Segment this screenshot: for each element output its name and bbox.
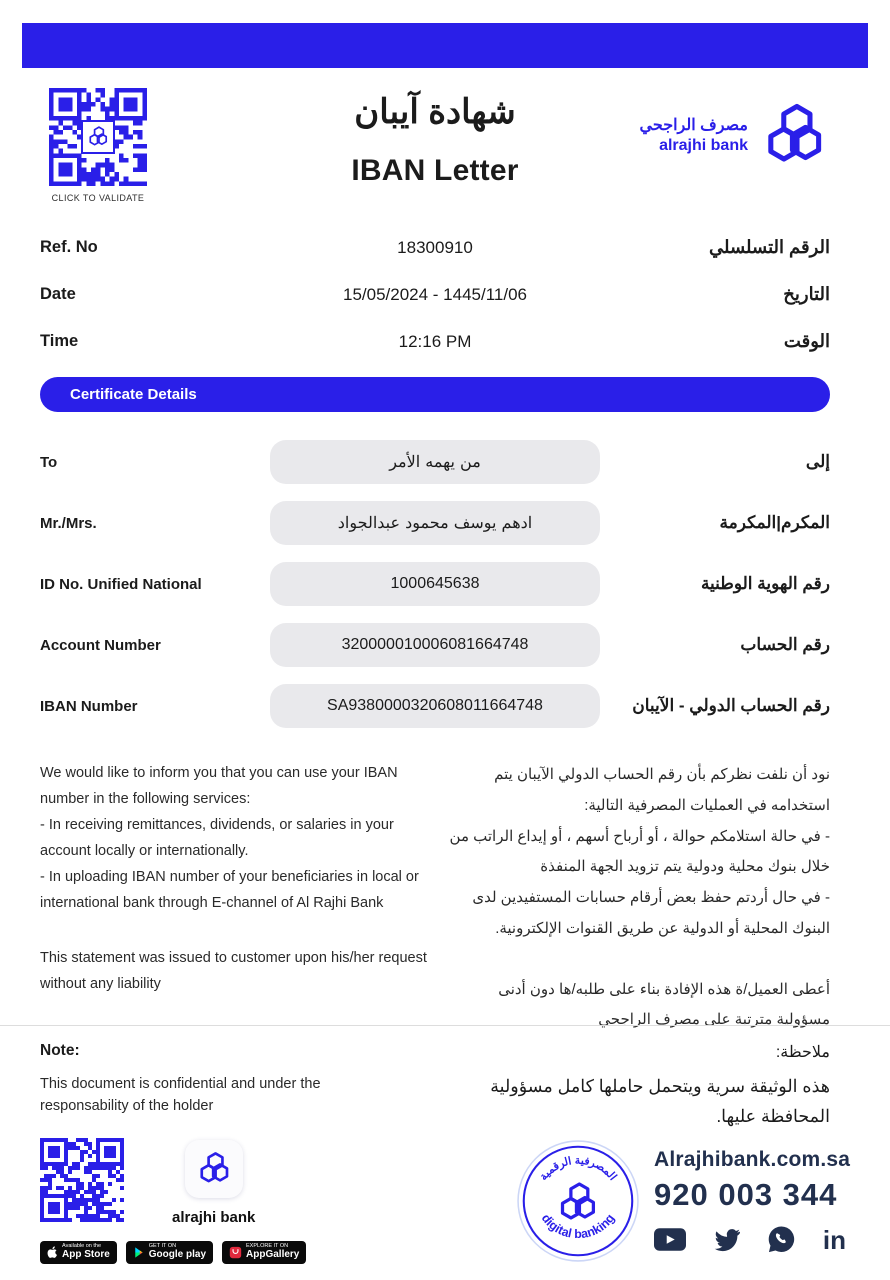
note-english	[40, 1042, 400, 1132]
alrajhi-app-icon	[185, 1140, 243, 1198]
document-footer	[40, 1138, 850, 1264]
note-divider	[0, 1025, 890, 1026]
customer-name-value: ادهم يوسف محمود عبدالجواد	[270, 501, 600, 545]
note-text-ar: هذه الوثيقة سرية ويتحمل حاملها كامل مسؤولية المحافظة عليها.	[490, 1076, 830, 1126]
date-label-en: Date	[40, 285, 76, 303]
linkedin-glyph: in	[822, 1224, 846, 1255]
footer-contact-area	[516, 1138, 850, 1264]
to-label-ar: إلى	[805, 452, 830, 471]
to-value: من يهمه الأمر	[270, 440, 600, 484]
qr-center-logo	[81, 120, 115, 154]
statement-ar: أعطى العميل/ة هذه الإفادة بناء على طلبه/ها دون أدنى مسؤولية مترتبة على مصرف الراجحي	[498, 980, 830, 1029]
youtube-icon[interactable]	[654, 1228, 686, 1251]
info-ar-line-2: - في حالة استلامكم حوالة ، أو أرباح أسهم ، أو إيداع الراتب من خلال بنوك محلية ودولية يتم تزويد الجهة المنفذة	[449, 827, 830, 876]
info-text-arabic	[448, 760, 830, 1036]
date-row	[40, 271, 830, 318]
store-badges	[40, 1241, 370, 1264]
whatsapp-icon[interactable]	[767, 1225, 796, 1254]
title-arabic: شهادة آيبان	[354, 93, 516, 131]
statement-en: This statement was issued to customer upon his/her request without any liability	[40, 949, 427, 992]
info-ar-line-3: - في حال أردتم حفظ بعض أرقام حسابات المستفيدين لدى البنوك المحلية أو الدولية عن طريق القنوات الإلكترونية.	[472, 889, 830, 937]
iban-number-label-en: IBAN Number	[40, 697, 138, 715]
time-label-en: Time	[40, 332, 79, 350]
info-ar-line-1: نود أن نلفت نظركم بأن رقم الحساب الدولي الآيبان يتم استخدامه في العمليات المصرفية التالية:	[494, 766, 830, 814]
account-number-label-ar: رقم الحساب	[740, 635, 830, 654]
iban-number-label-ar: رقم الحساب الدولي - الآيبان	[632, 696, 830, 715]
validation-qr-block[interactable]	[42, 88, 154, 203]
brand-name-english: alrajhi bank	[659, 137, 748, 154]
account-number-value: 320000010006081664748	[270, 623, 600, 667]
google-play-badge-bottom: Google play	[148, 1249, 207, 1261]
social-icons	[654, 1225, 846, 1254]
ref-no-value: 18300910	[397, 237, 473, 257]
seal-text-english: digital banking	[538, 1211, 618, 1242]
app-store-badge[interactable]	[40, 1241, 117, 1264]
app-download-qr-code	[40, 1138, 124, 1222]
info-text-english	[40, 760, 442, 1036]
national-id-label-en: ID No. Unified National	[40, 575, 202, 593]
qr-caption: CLICK TO VALIDATE	[51, 193, 145, 203]
app-store-badge-bottom: App Store	[62, 1249, 110, 1261]
certificate-details	[40, 440, 830, 745]
digital-banking-seal	[516, 1139, 640, 1263]
seal-text-arabic: المصرفية الرقمية	[537, 1154, 619, 1183]
name-row	[40, 501, 830, 545]
google-play-badge-top: GET IT ON	[148, 1243, 177, 1250]
info-en-line-2: - In receiving remittances, dividends, or salaries in your account locally or internationally.	[40, 817, 394, 860]
to-label-en: To	[40, 453, 58, 471]
document-titles	[351, 88, 518, 188]
brand-name-arabic: مصرف الراجحي	[639, 117, 748, 134]
note-text-en: This document is confidential and under the responsability of the holder	[40, 1076, 321, 1114]
contact-block	[654, 1148, 850, 1254]
apple-icon	[47, 1246, 58, 1259]
appgallery-badge-bottom: AppGallery	[246, 1249, 300, 1261]
info-en-line-1: We would like to inform you that you can use your IBAN number in the following services:	[40, 765, 398, 808]
appgallery-badge[interactable]	[222, 1241, 306, 1264]
time-value: 12:16 PM	[398, 331, 472, 351]
document-header	[40, 88, 830, 218]
national-id-label-ar: رقم الهوية الوطنية	[700, 574, 830, 593]
informational-text	[40, 760, 830, 1036]
website-url: Alrajhibank.com.sa	[654, 1148, 851, 1171]
account-number-row	[40, 623, 830, 667]
national-id-value: 1000645638	[270, 562, 600, 606]
app-block	[172, 1140, 255, 1226]
time-row	[40, 318, 830, 365]
appgallery-badge-top: EXPLORE IT ON	[246, 1243, 289, 1250]
note-label-en: Note:	[40, 1042, 80, 1059]
note-arabic	[430, 1042, 830, 1132]
alrajhi-brand	[640, 100, 830, 172]
twitter-icon[interactable]	[713, 1228, 741, 1252]
national-id-row	[40, 562, 830, 606]
note-label-ar: ملاحظة:	[775, 1044, 830, 1061]
note-section	[40, 1042, 830, 1132]
top-accent-bar	[22, 23, 868, 68]
iban-number-row	[40, 684, 830, 728]
google-play-icon	[133, 1246, 145, 1259]
date-label-ar: التاريخ	[783, 284, 830, 304]
ref-no-row	[40, 224, 830, 271]
linkedin-icon[interactable]	[822, 1224, 846, 1255]
iban-number-value: SA9380000320608011664748	[270, 684, 600, 728]
certificate-details-header: Certificate Details	[40, 377, 830, 412]
brand-wordmark	[640, 116, 748, 156]
time-label-ar: الوقت	[783, 331, 830, 351]
name-label-ar: المكرم|المكرمة	[719, 513, 830, 532]
google-play-badge[interactable]	[126, 1241, 213, 1264]
name-label-en: Mr./Mrs.	[40, 514, 97, 532]
phone-number: 920 003 344	[654, 1177, 838, 1212]
footer-app-area	[40, 1138, 370, 1264]
page-title: IBAN Letter	[351, 154, 519, 187]
app-label: alrajhi bank	[172, 1209, 256, 1226]
app-store-badge-top: Available on the	[62, 1243, 102, 1250]
ref-no-label-ar: الرقم التسلسلي	[709, 237, 830, 257]
alrajhi-logo-icon	[758, 100, 830, 172]
date-value: 15/05/2024 - 1445/11/06	[342, 284, 527, 304]
account-number-label-en: Account Number	[40, 636, 161, 654]
to-row	[40, 440, 830, 484]
appgallery-icon	[229, 1246, 242, 1259]
ref-no-label-en: Ref. No	[40, 238, 98, 256]
document-meta	[40, 224, 830, 365]
info-en-line-3: - In uploading IBAN number of your beneficiaries in local or international bank through E-channel of Al Rajhi Bank	[40, 869, 419, 912]
